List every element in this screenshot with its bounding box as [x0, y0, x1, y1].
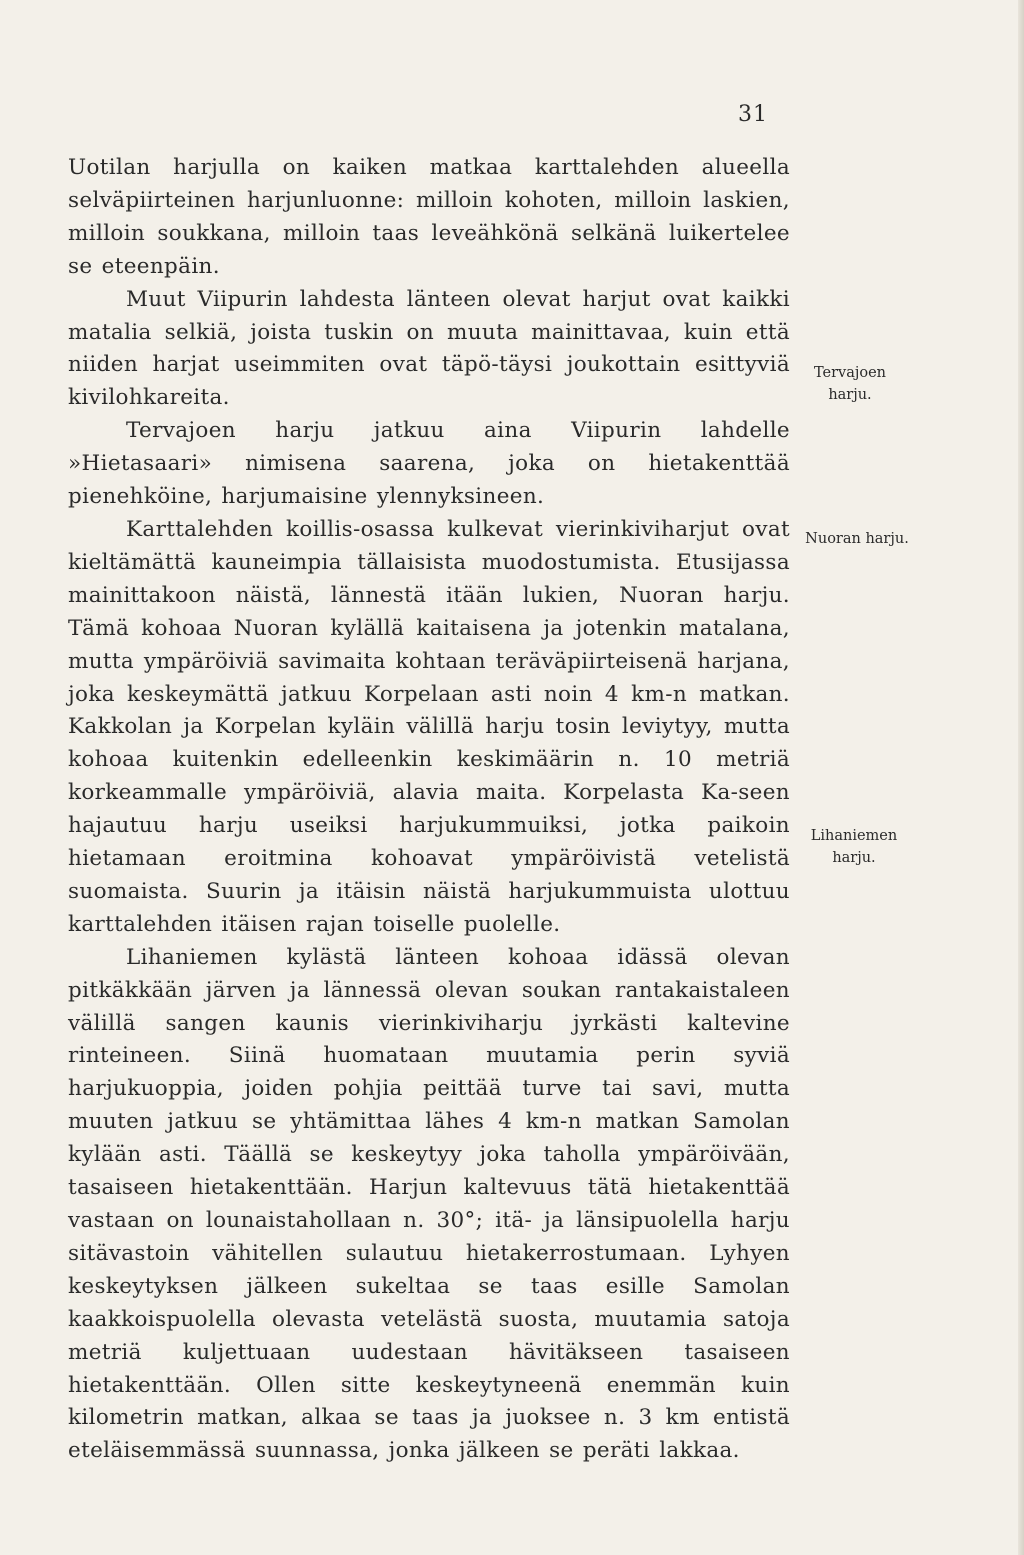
- body-text: [68, 152, 790, 1468]
- page-number: 31: [738, 102, 768, 127]
- margin-note-tervajoen: [806, 362, 894, 406]
- paragraph-koillis-osa: Karttalehden koillis-osassa kulkevat vierinkiviharjut ovat kieltämättä kauneimpia tällaisista muodostumista. Etusijassa mainittakoon näistä, lännestä itään lukien, Nuoran harju. Tämä kohoaa Nuoran kylällä kaitaisena ja jotenkin matalana, mutta ympäröiviä savimaita kohtaan teräväpiirteisenä harjana, joka keskeymättä jatkuu Korpelaan asti noin 4 km-n matkan. Kakkolan ja Korpelan kyläin välillä harju tosin leviytyy, mutta kohoaa kuitenkin edelleenkin keskimäärin n. 10 metriä korkeammalle ympäröiviä, alavia maita. Korpelasta Ka-seen hajautuu harju useiksi harjukummuiksi, jotka paikoin hietamaan eroitmina kohoavat ympäröivistä vetelistä suomaista. Suurin ja itäisin näistä harjukummuista ulottuu karttalehden itäisen rajan toiselle puolelle.: [68, 516, 790, 937]
- paragraph-uotilan: Uotilan harjulla on kaiken matkaa karttalehden alueella selväpiirteinen harjunluonne: milloin kohoten, milloin laskien, milloin soukkana, milloin taas leveähkönä selkänä luikertelee se eteenpäin.: [68, 155, 790, 279]
- margin-note-line: harju.: [832, 850, 876, 866]
- paragraph-muut-harjut: Muut Viipurin lahdesta länteen olevat harjut ovat kaikki matalia selkiä, joista tuskin on muuta mainittavaa, kuin että niiden harjat useimmiten ovat täpö-täysi joukottain esittyviä kivilohkareita.: [68, 286, 790, 411]
- margin-note-line: Tervajoen: [813, 365, 887, 381]
- page-edge: [1018, 0, 1024, 1555]
- paragraph-tervajoen: Tervajoen harju jatkuu aina Viipurin lahdelle »Hietasaari» nimisena saarena, joka on hietakenttää pienehköine, harjumaisine ylennyksineen.: [68, 418, 790, 510]
- paragraph-lihaniemen: Lihaniemen kylästä länteen kohoaa idässä olevan pitkäkkään järven ja lännessä olevan soukan rantakaistaleen välillä sangen kaunis vierinkiviharju jyrkästi kaltevine rinteineen. Siinä huomataan muutamia perin syviä harjukuoppia, joiden pohjia peittää turve tai savi, mutta muuten jatkuu se yhtämittaa lähes 4 km-n matkan Samolan kylään asti. Täällä se keskeytyy joka taholla ympäröivään, tasaiseen hietakenttään. Harjun kaltevuus tätä hietakenttää vastaan on lounaistahollaan n. 30°; itä- ja länsipuolella harju sitävastoin vähitellen sulautuu hietakerrostumaan. Lyhyen keskeytyksen jälkeen sukeltaa se taas esille Samolan kaakkoispuolella olevasta vetelästä suosta, muutamia satoja metriä kuljettuaan uudestaan hävitäkseen tasaiseen hietakenttään. Ollen sitte keskeytyneenä enemmän kuin kilometrin matkan, alkaa se taas ja juoksee n. 3 km entistä eteläisemmässä suunnassa, jonka jälkeen se peräti lakkaa.: [68, 944, 790, 1464]
- margin-note-nuoran: [796, 528, 918, 550]
- margin-note-lihaniemen: [801, 825, 907, 869]
- margin-note-line: Lihaniemen: [810, 828, 898, 844]
- margin-note-line: harju.: [828, 387, 872, 403]
- margin-note-line: Nuoran harju.: [805, 531, 909, 547]
